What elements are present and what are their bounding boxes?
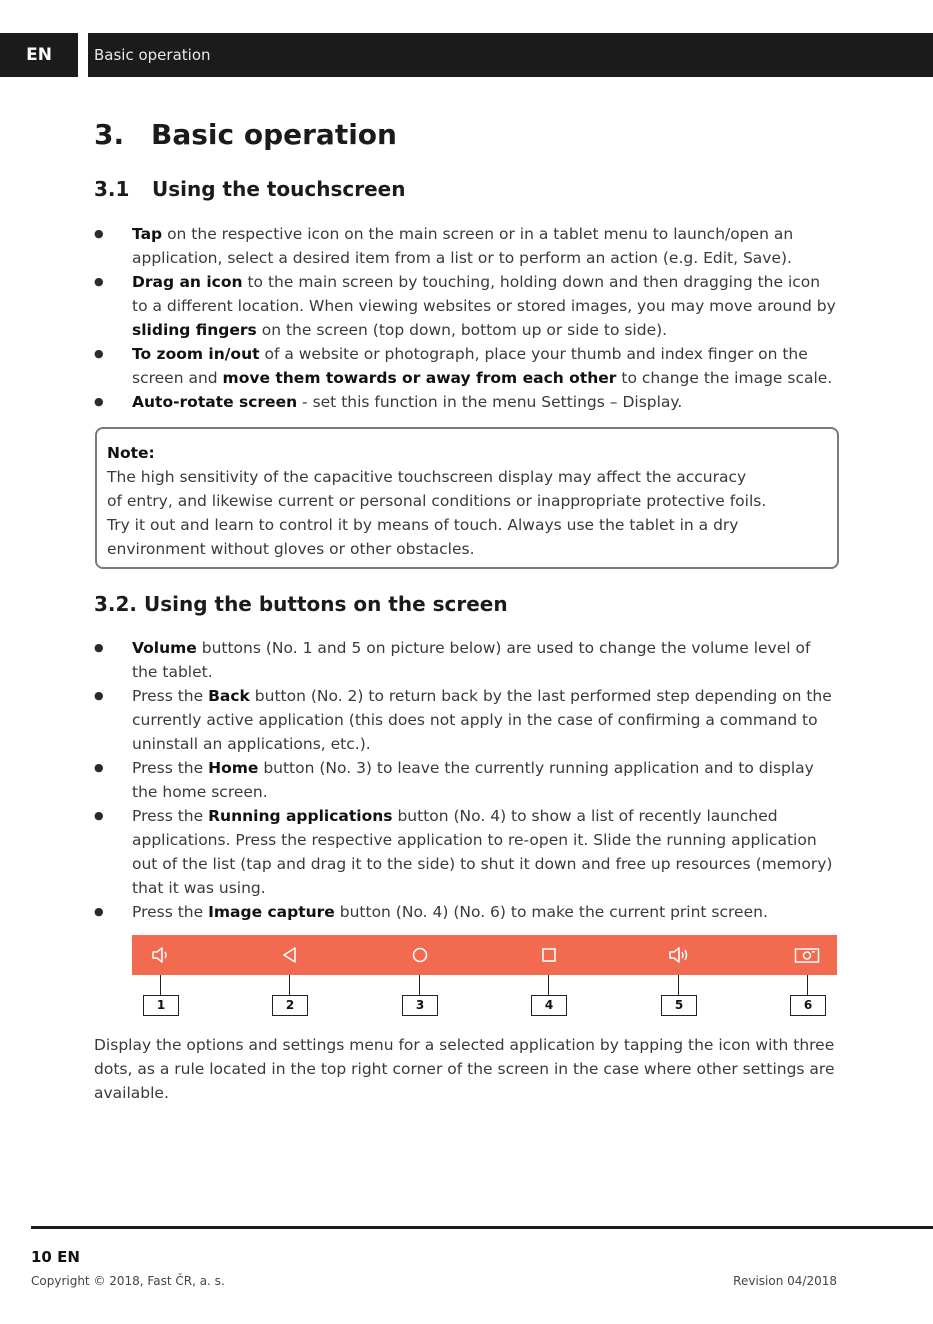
note-line: environment without gloves or other obstacles. — [107, 540, 475, 558]
list-item: ● To zoom in/out of a website or photograph, place your thumb and index finger on the screen and move them towards or away from each other to change the image scale. — [94, 342, 839, 390]
header-bar — [0, 33, 933, 77]
callout-line — [289, 975, 290, 995]
list-item: ● Tap on the respective icon on the main screen or in a tablet menu to launch/open an application, select a desired item from a list or to perform an action (e.g. Edit, Save). — [94, 222, 839, 270]
callout-number: 2 — [272, 995, 308, 1016]
list-item: ● Press the Home button (No. 3) to leave the currently running application and to display the home screen. — [94, 756, 839, 804]
list-item: ● Auto-rotate screen - set this function in the menu Settings – Display. — [94, 390, 839, 414]
callout-line — [419, 975, 420, 995]
header-section-title: Basic operation — [94, 46, 211, 64]
callout-number: 5 — [661, 995, 697, 1016]
page-number: 10 EN — [31, 1248, 80, 1266]
callout-number: 3 — [402, 995, 438, 1016]
note-line: of entry, and likewise current or personal conditions or inappropriate protective foils. — [107, 492, 767, 510]
note-line: The high sensitivity of the capacitive touchscreen display may affect the accuracy — [107, 468, 747, 486]
list-item: ● Press the Running applications button (No. 4) to show a list of recently launched applications. Press the respective application to re-open it. Slide the running application out of the list (tap and drag it to the side) to shut it down and free up resources (memory) that it was using. — [94, 804, 839, 900]
callout-line — [160, 975, 161, 995]
list-item: ● Volume buttons (No. 1 and 5 on picture below) are used to change the volume level of the tablet. — [94, 636, 839, 684]
callout-line — [807, 975, 808, 995]
language-label: EN — [26, 45, 52, 65]
section-title-3-1: 3.1 Using the touchscreen — [94, 177, 406, 201]
revision-text: Revision 04/2018 — [733, 1274, 837, 1288]
header-separator — [78, 33, 88, 77]
volume-down-icon — [151, 946, 171, 964]
touchscreen-list — [94, 222, 839, 414]
buttons-list — [94, 636, 839, 924]
callout-line — [548, 975, 549, 995]
recent-apps-icon — [539, 946, 559, 964]
screenshot-icon — [794, 946, 820, 964]
navigation-bar-illustration — [132, 935, 837, 975]
note-line: Try it out and learn to control it by means of touch. Always use the tablet in a dry — [107, 516, 739, 534]
copyright-text: Copyright © 2018, Fast ČR, a. s. — [31, 1274, 225, 1288]
note-box — [95, 427, 839, 569]
callout-number: 6 — [790, 995, 826, 1016]
list-item: ● Drag an icon to the main screen by touching, holding down and then dragging the icon to a different location. When viewing websites or stored images, you may move around by sliding fingers on the screen (top down, bottom up or side to side). — [94, 270, 839, 342]
volume-up-icon — [669, 946, 689, 964]
list-item: ● Press the Image capture button (No. 4) (No. 6) to make the current print screen. — [94, 900, 839, 924]
back-icon — [280, 946, 300, 964]
options-menu-paragraph: Display the options and settings menu for a selected application by tapping the icon with three dots, as a rule located in the top right corner of the screen in the case where other settings are available. — [94, 1036, 835, 1102]
home-icon — [410, 946, 430, 964]
chapter-title: 3. Basic operation — [94, 118, 397, 151]
list-item: ● Press the Back button (No. 2) to return back by the last performed step depending on the currently active application (this does not apply in the case of confirming a command to uninstall an applications, etc.). — [94, 684, 839, 756]
footer-divider — [31, 1226, 933, 1229]
note-title: Note: — [107, 444, 155, 462]
callout-line — [678, 975, 679, 995]
section-title-3-2: 3.2. Using the buttons on the screen — [94, 592, 508, 616]
callout-number: 4 — [531, 995, 567, 1016]
callout-number: 1 — [143, 995, 179, 1016]
